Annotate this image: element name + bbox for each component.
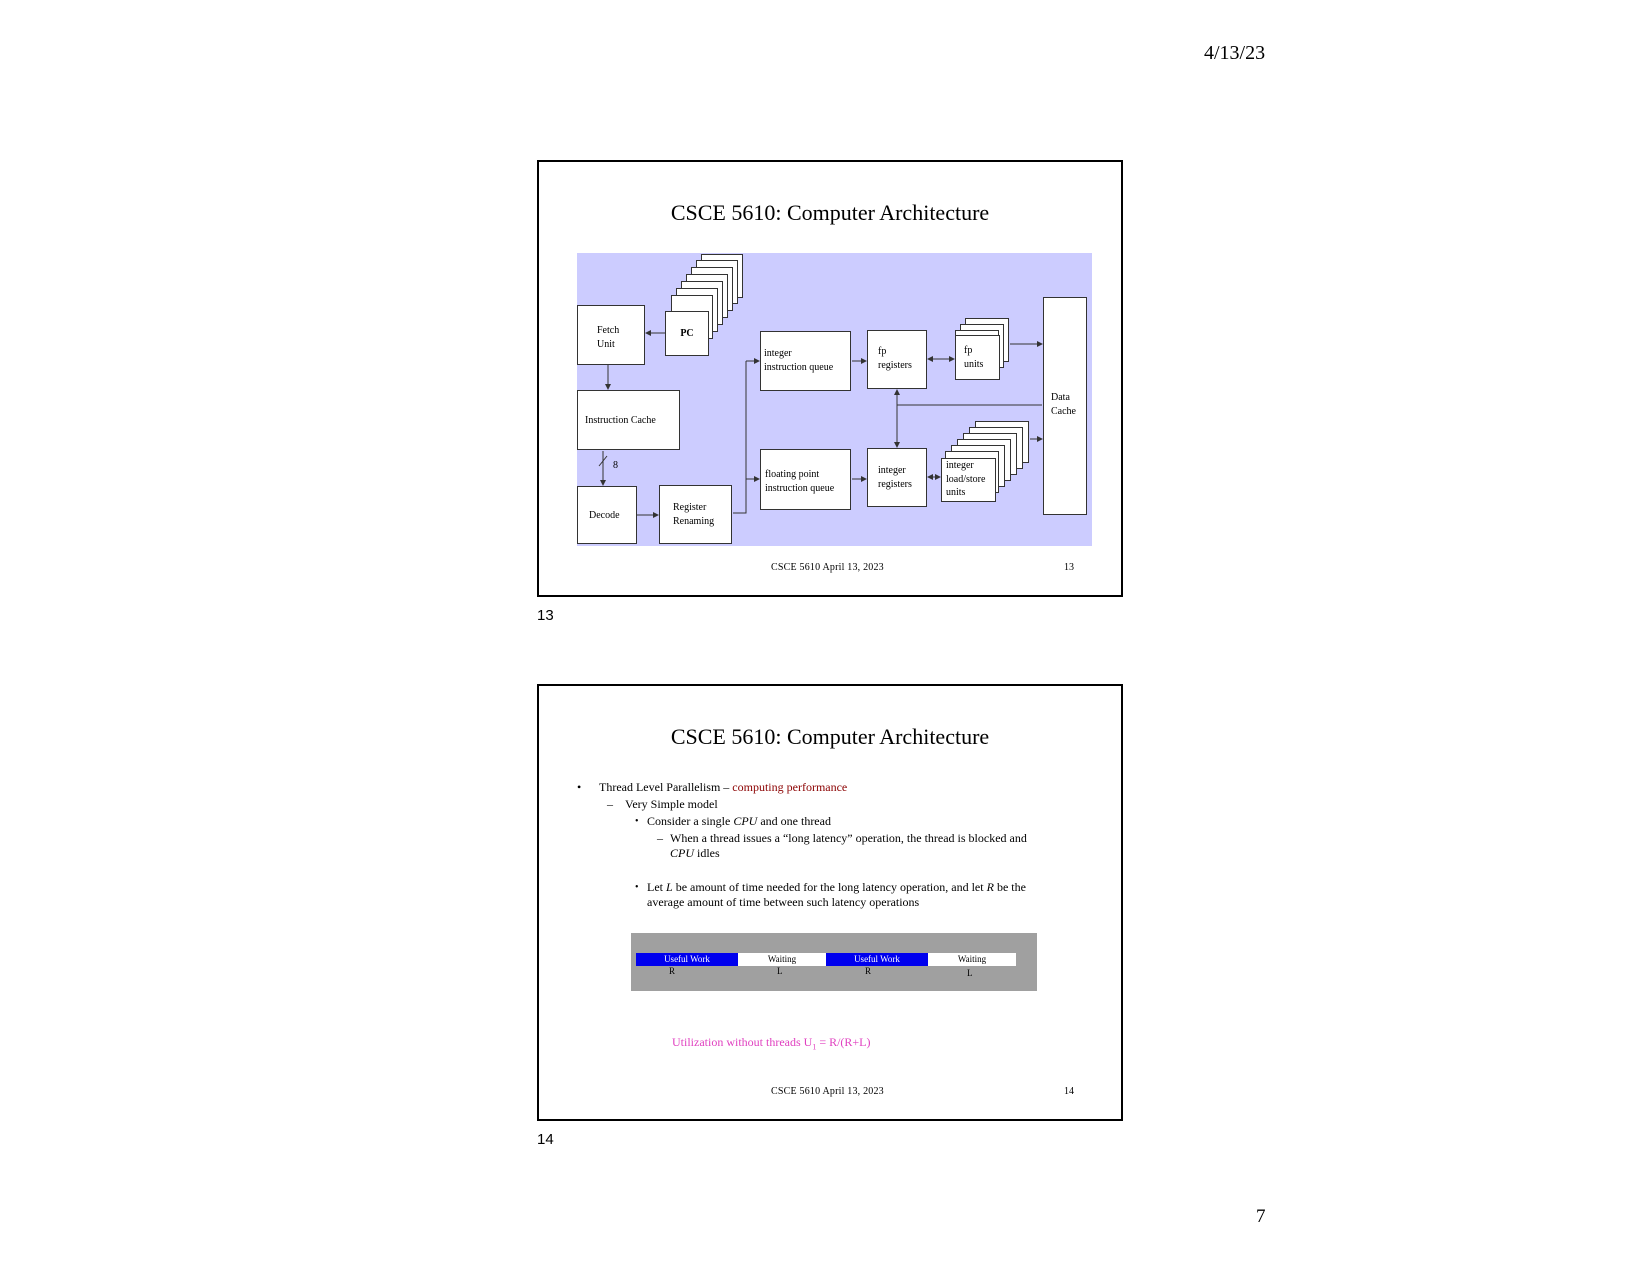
slide-title: CSCE 5610: Computer Architecture xyxy=(670,724,990,749)
timeline-panel xyxy=(631,933,1037,991)
slide-footer: CSCE 5610 April 13, 2023 xyxy=(771,562,884,573)
slide-title: CSCE 5610: Computer Architecture xyxy=(670,200,990,225)
timeline-segment: Useful Work xyxy=(636,953,738,966)
bullet-highlight: computing performance xyxy=(732,780,848,794)
fp-instruction-queue-box: floating point instruction queue xyxy=(760,449,851,510)
timeline-sub-label: R xyxy=(865,966,872,976)
timeline-segment: Waiting xyxy=(738,953,826,966)
bullet-dash: – xyxy=(607,797,613,811)
bullet-long-latency: When a thread issues a “long latency” operation, the thread is blocked and CPU idles xyxy=(670,831,1027,860)
diagram-wires xyxy=(577,253,1092,546)
pc-box: PC xyxy=(665,311,709,356)
instruction-cache-box: Instruction Cache xyxy=(577,390,680,450)
bullet-simple-model: Very Simple model xyxy=(625,797,718,811)
slide-number: 13 xyxy=(1064,562,1074,573)
slide-number: 14 xyxy=(1064,1086,1074,1097)
fp-registers-box: fp registers xyxy=(867,330,927,389)
register-renaming-box: Register Renaming xyxy=(659,485,732,544)
fetch-unit-box: Fetch Unit xyxy=(577,305,645,365)
timeline-sub-label: L xyxy=(967,968,973,978)
slide-14 xyxy=(537,684,1123,1121)
utilization-formula: Utilization without threads $U_1 = R/(R+L)$ xyxy=(672,1035,871,1052)
integer-load-store-units-box: integer load/store units xyxy=(941,458,996,502)
page-number: 7 xyxy=(1256,1206,1266,1227)
slide-caption: 13 xyxy=(537,607,554,624)
bullet-tlp: Thread Level Parallelism – computing performance xyxy=(599,780,848,794)
slide-caption: 14 xyxy=(537,1131,554,1148)
bus-width-label: 8 xyxy=(613,460,618,471)
pipeline-diagram xyxy=(577,253,1092,546)
decode-box: Decode xyxy=(577,486,637,544)
timeline-sub-label: L xyxy=(777,966,783,976)
bullet-let-l: Let L be amount of time needed for the long latency operation, and let R be the average amount of time between such latency operations xyxy=(647,880,1026,909)
page-date: 4/13/23 xyxy=(1204,42,1266,64)
timeline-sub-label: R xyxy=(669,966,676,976)
bullet-dash: – xyxy=(657,831,663,845)
bullet-single-cpu: Consider a single CPU and one thread xyxy=(647,814,831,828)
slide-13 xyxy=(537,160,1123,597)
bullet-dot: • xyxy=(577,780,582,794)
data-cache-box: Data Cache xyxy=(1043,297,1087,515)
timeline-segment: Useful Work xyxy=(826,953,928,966)
slide-footer: CSCE 5610 April 13, 2023 xyxy=(771,1086,884,1097)
fp-units-box: fp units xyxy=(955,335,1000,380)
bullet-dot: • xyxy=(635,816,639,827)
timeline-segment: Waiting xyxy=(928,953,1016,966)
bullet-dot: • xyxy=(635,882,639,893)
integer-instruction-queue-box: integer instruction queue xyxy=(760,331,851,391)
integer-registers-box: integer registers xyxy=(867,448,927,507)
